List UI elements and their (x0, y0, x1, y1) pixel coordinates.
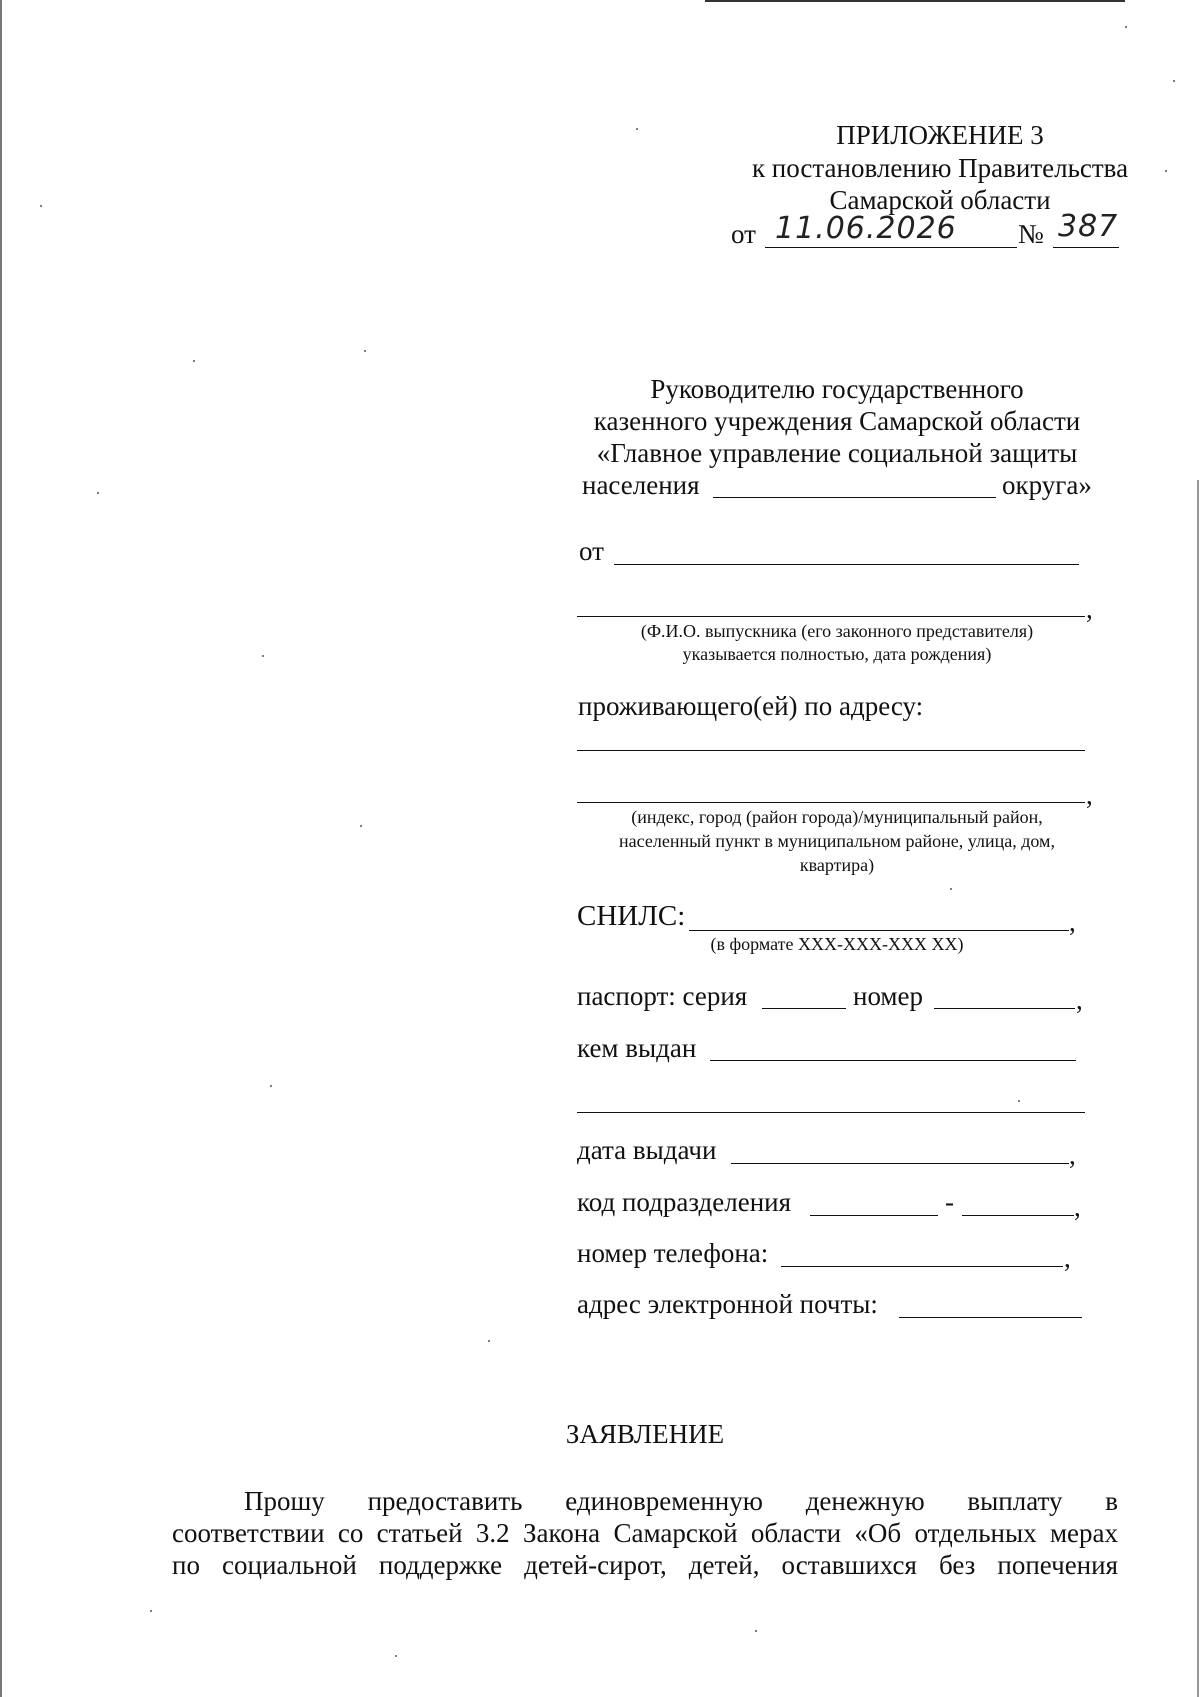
scan-edge-right (1197, 480, 1199, 1697)
fio-hint-2: указывается полностью, дата рождения) (682, 644, 992, 664)
addressee-line-3: «Главное управление социальной защиты (596, 438, 1078, 468)
scan-edge-top (705, 0, 1125, 2)
fio-blank[interactable] (577, 616, 1085, 617)
appendix-line-3: Самарской области (829, 185, 1051, 215)
snils-hint: (в формате XXX-XXX-XXX XX) (710, 934, 964, 954)
division-code-dash: - (945, 1187, 954, 1217)
address-label: проживающего(ей) по адресу: (578, 691, 924, 721)
phone-blank[interactable] (781, 1266, 1063, 1267)
handwritten-number: 387 (1058, 209, 1119, 244)
statement-body (172, 1485, 1118, 1581)
snils-label: СНИЛС: (577, 900, 686, 932)
snils-comma: , (1069, 907, 1076, 937)
address-hint-1: (индекс, город (район города)/муниципальный район, (631, 807, 1043, 827)
addressee-line-2: казенного учреждения Самарской области (593, 406, 1081, 436)
appendix-number-prefix: № (1018, 219, 1044, 249)
address-comma: , (1086, 780, 1093, 810)
statement-line-1: Прошу предоставить единовременную денежную выплату в (244, 1486, 1118, 1516)
snils-blank[interactable] (689, 930, 1069, 931)
passport-comma: , (1076, 985, 1083, 1015)
statement-line-2: соответствии со статьей 3.2 Закона Самарской области «Об отдельных мерах (172, 1518, 1118, 1548)
scan-edge-left (0, 0, 2, 1697)
passport-series-label: паспорт: серия (577, 981, 748, 1011)
email-blank[interactable] (899, 1317, 1082, 1318)
issued-by-label: кем выдан (577, 1033, 697, 1063)
passport-number-blank[interactable] (934, 1008, 1075, 1009)
email-label: адрес электронной почты: (577, 1289, 878, 1319)
handwritten-date: 11.06.2026 (775, 211, 957, 246)
from-label: от (579, 536, 604, 566)
appendix-title: ПРИЛОЖЕНИЕ 3 (836, 120, 1044, 150)
from-blank[interactable] (614, 564, 1079, 565)
issue-date-label: дата выдачи (577, 1135, 717, 1165)
addressee-line-1: Руководителю государственного (650, 374, 1024, 404)
address-hint-3: квартира) (799, 855, 875, 875)
address-blank-2[interactable] (577, 802, 1085, 803)
address-hint-2: населенный пункт в муниципальном районе, улица, дом, (619, 831, 1055, 851)
appendix-line-2: к постановлению Правительства (751, 153, 1129, 183)
number-underline (1053, 247, 1119, 248)
date-underline (765, 247, 1017, 248)
phone-label: номер телефона: (577, 1238, 769, 1268)
appendix-date-prefix: от (731, 219, 756, 249)
address-blank-1[interactable] (577, 750, 1085, 751)
issued-by-blank-1[interactable] (710, 1060, 1076, 1061)
phone-comma: , (1064, 1243, 1071, 1273)
division-code-blank-2[interactable] (962, 1215, 1074, 1216)
issued-by-blank-2[interactable] (577, 1112, 1085, 1113)
statement-line-3: по социальной поддержке детей-сирот, детей, оставшихся без попечения (172, 1550, 1118, 1580)
fio-comma: , (1086, 594, 1093, 624)
addressee-line-4-end: округа» (1002, 470, 1092, 500)
passport-number-label: номер (853, 981, 924, 1011)
district-blank[interactable] (713, 497, 996, 498)
division-code-label: код подразделения (577, 1187, 792, 1217)
passport-series-blank[interactable] (762, 1008, 846, 1009)
addressee-line-4-start: населения (582, 470, 700, 500)
division-code-blank-1[interactable] (810, 1215, 938, 1216)
statement-title: ЗАЯВЛЕНИЕ (565, 1419, 725, 1449)
issue-date-blank[interactable] (731, 1163, 1069, 1164)
fio-hint-1: (Ф.И.О. выпускника (его законного представителя) (640, 621, 1034, 641)
division-code-comma: , (1074, 1192, 1081, 1222)
issue-date-comma: , (1069, 1140, 1076, 1170)
